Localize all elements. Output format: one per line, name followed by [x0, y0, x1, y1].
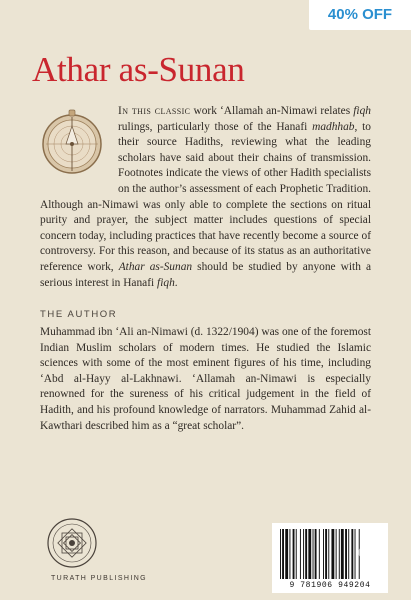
author-heading: THE AUTHOR — [40, 309, 118, 320]
publisher-name: TURATH PUBLISHING — [50, 575, 147, 582]
barcode-digits: 9 781906 949204 — [289, 581, 371, 590]
rosette-logo-icon — [46, 517, 98, 569]
discount-badge: 40% OFF — [309, 0, 411, 30]
book-title: Athar as-Sunan — [32, 50, 245, 89]
svg-text:QAJ: QAJ — [357, 544, 387, 560]
author-bio: Muhammad ibn ‘Ali an-Nimawi (d. 1322/1904) was one of the foremost Indian Muslim scholars of modern times. He studied the Islamic sciences with some of the most eminent figures of his time, including ‘Abd al-Hayy al-Lakhnawi. ‘Allamah an-Nimawi is especially renowned for the sureness of his critical judgement in the field of Hadith, and his profound knowledge of narrators. Muhammad Zahid al-Kawthari described him as a “great scholar”. — [40, 326, 371, 432]
ornament-spacer — [40, 104, 118, 197]
watermark-logo — [348, 542, 396, 562]
book-description: In this classic work ‘Allamah an-Nimawi relates fiqh rulings, particularly those of the Hanafi madhhab, to their source Hadiths, reviewing what the leading scholars have said about their chains of transmission. Footnotes indicate the views of other Hadith specialists on the author’s assessment of each Prophetic Tradition. Although an-Nimawi was only able to complete the sections on ritual purity and prayer, the subject matter includes questions of special concern today, including practices that have recently become a source of controversy. For this reason, and because of its status as an authoritative reference work, Athar as-Sunan should be studied by anyone with a serious interest in Hanafi fiqh. — [40, 105, 372, 289]
